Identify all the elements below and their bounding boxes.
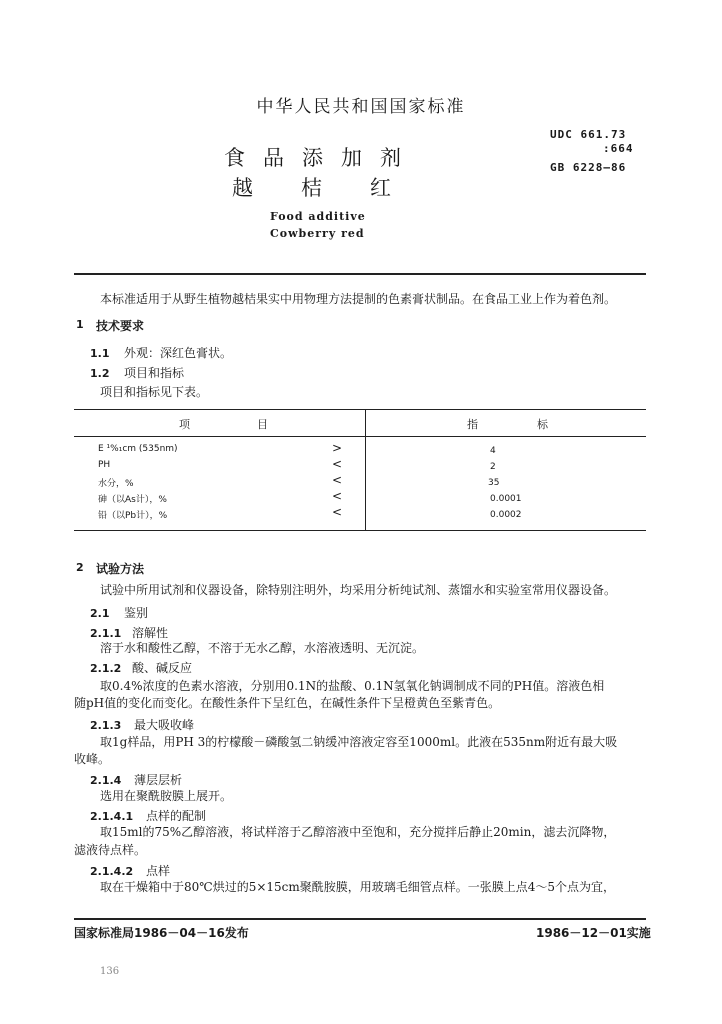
section-1-title: 技术要求 <box>96 319 145 333</box>
section-2-1-2-text-2: 随pH值的变化而变化。在酸性条件下呈红色，在碱性条件下呈橙黄色至紫青色。 <box>74 696 501 710</box>
intro-paragraph: 本标准适用于从野生植物越桔果实中用物理方法提制的色素膏状制品。在食品工业上作为着色剂。 <box>100 292 617 306</box>
section-2-intro: 试验中所用试剂和仪器设备，除特别注明外，均采用分析纯试剂、蒸馏水和实验室常用仪器设备。 <box>100 583 617 597</box>
issue-date: 国家标准局1986－04－16发布 <box>74 926 249 940</box>
page-number: 136 <box>100 966 120 977</box>
table-header-item-2: 目 <box>257 418 268 431</box>
section-2-1-4-1-text-2: 滤液待点样。 <box>74 843 147 857</box>
document-title-line2: 越桔红 <box>232 176 439 200</box>
table-row-1-value: 4 <box>490 446 496 456</box>
section-1-2-note: 项目和指标见下表。 <box>100 385 209 399</box>
effective-date: 1986－12－01实施 <box>536 926 651 940</box>
table-header-value-2: 标 <box>537 418 548 431</box>
gb-code: GB 6228—86 <box>550 161 627 174</box>
section-2-1-1-text: 溶于水和酸性乙醇，不溶于无水乙醇，水溶液透明、无沉淀。 <box>100 641 425 655</box>
section-2-1-3-title: 最大吸收峰 <box>134 718 195 732</box>
spec-table <box>74 409 646 531</box>
table-row-5-value: 0.0002 <box>490 510 522 520</box>
table-header-divider <box>74 436 646 437</box>
table-column-divider <box>365 410 366 530</box>
table-row-4-item: 砷（以As计），% <box>98 495 167 505</box>
section-2-1-4-number: 2.1.4 <box>90 774 122 787</box>
table-row-5-item: 铅（以Pb计），% <box>98 511 168 521</box>
section-2-1-4-text: 选用在聚酰胺膜上展开。 <box>100 789 233 803</box>
table-row-1-operator: > <box>332 441 343 455</box>
document-title-line1: 食品添加剂 <box>224 146 419 170</box>
table-row-2-operator: < <box>332 457 343 471</box>
section-2-1-4-1-number: 2.1.4.1 <box>90 810 134 823</box>
table-row-2-value: 2 <box>490 462 496 472</box>
section-2-1-3-text-2: 收峰。 <box>74 752 111 766</box>
section-2-1-4-2-number: 2.1.4.2 <box>90 865 134 878</box>
section-2-1-1-title: 溶解性 <box>132 626 169 640</box>
section-2-1-4-2-title: 点样 <box>146 864 171 878</box>
section-2-1-2-text-1: 取0.4%浓度的色素水溶液，分别用0.1N的盐酸、0.1N氢氧化钠调制成不同的PH值。溶液色相 <box>100 679 605 693</box>
header-divider <box>74 273 646 275</box>
udc-code-line1: UDC 661.73 <box>550 128 627 141</box>
section-2-1-4-title: 薄层层析 <box>134 773 183 787</box>
section-2-1-4-1-text-1: 取15ml的75%乙醇溶液，将试样溶于乙醇溶液中至饱和，充分搅拌后静止20min，滤去沉降物， <box>100 825 616 839</box>
standard-title: 中华人民共和国国家标准 <box>256 97 466 117</box>
table-row-1-item: E ¹%₁cm (535nm) <box>98 444 178 454</box>
section-2-1-4-2-text: 取在干燥箱中于80℃烘过的5×15cm聚酰胺膜，用玻璃毛细管点样。一张膜上点4～5个点为宜， <box>100 880 616 894</box>
section-1-2-title: 项目和指标 <box>124 366 185 380</box>
section-2-1-4-1-title: 点样的配制 <box>146 809 207 823</box>
section-2-title: 试验方法 <box>96 562 145 576</box>
table-row-4-operator: < <box>332 489 343 503</box>
section-2-1-3-text-1: 取1g样品，用PH 3的柠檬酸－磷酸氢二钠缓冲溶液定容至1000ml。此液在535nm附近有最大吸 <box>100 735 618 749</box>
section-1-1-number: 1.1 <box>90 347 110 360</box>
udc-code-line2: :664 <box>603 142 634 155</box>
section-1-2-number: 1.2 <box>90 367 110 380</box>
section-1-1-text: 外观：深红色膏状。 <box>124 346 233 360</box>
english-title-line1: Food additive <box>270 210 366 223</box>
table-row-2-item: PH <box>98 460 111 470</box>
section-2-1-1-number: 2.1.1 <box>90 627 122 640</box>
table-row-5-operator: < <box>332 505 343 519</box>
section-1-number: 1 <box>76 318 84 331</box>
section-2-1-number: 2.1 <box>90 607 110 620</box>
table-row-3-item: 水分，% <box>98 479 134 489</box>
footer-divider <box>74 918 646 920</box>
table-row-3-operator: < <box>332 473 343 487</box>
section-2-1-3-number: 2.1.3 <box>90 719 122 732</box>
english-title-line2: Cowberry red <box>270 227 365 240</box>
section-2-1-2-number: 2.1.2 <box>90 662 122 675</box>
section-2-1-2-title: 酸、碱反应 <box>132 661 193 675</box>
section-2-number: 2 <box>76 561 84 574</box>
table-header-item-1: 项 <box>179 418 190 431</box>
table-row-4-value: 0.0001 <box>490 494 522 504</box>
table-header-value-1: 指 <box>467 418 478 431</box>
table-row-3-value: 35 <box>488 478 500 488</box>
section-2-1-title: 鉴别 <box>124 606 149 620</box>
